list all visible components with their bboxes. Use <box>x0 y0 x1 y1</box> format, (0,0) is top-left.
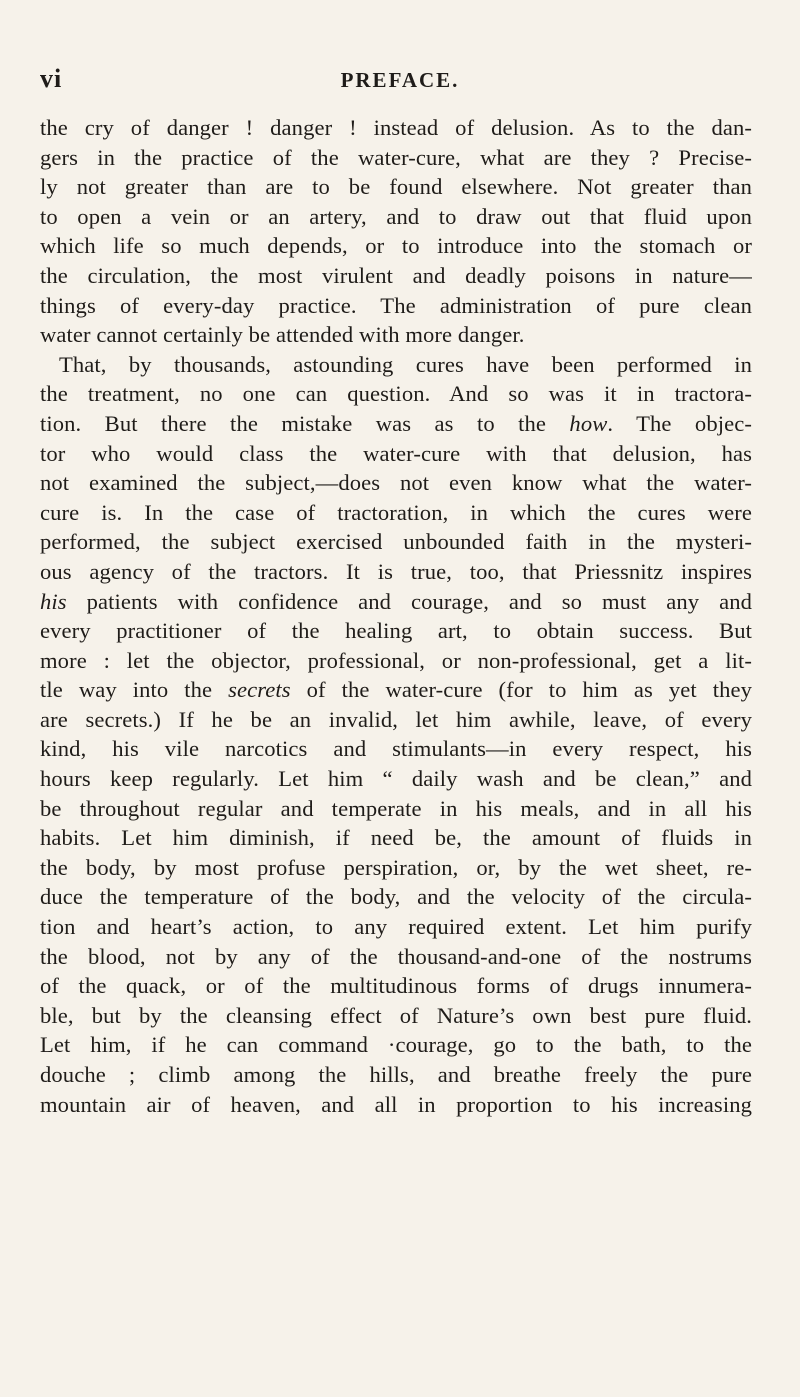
text-line: things of every-day practice. The administration of pure clean <box>40 292 752 318</box>
text-line: are secrets.) If he be an invalid, let him awhile, leave, of every <box>40 706 752 732</box>
text-line: performed, the subject exercised unbounded faith in the mysteri- <box>40 529 752 555</box>
text-line: tor who would class the water-cure with that delusion, has <box>40 440 752 466</box>
text-line: ous agency of the tractors. It is true, too, that Priessnitz inspires <box>40 558 752 584</box>
italic-word: secrets <box>228 677 291 703</box>
text-line: of the quack, or of the multitudinous forms of drugs innumera- <box>40 973 752 999</box>
text-line: which life so much depends, or to introduce into the stomach or <box>40 233 752 259</box>
italic-word: how <box>569 410 608 436</box>
text-line: water cannot certainly be attended with more danger. <box>40 322 525 348</box>
text-line: gers in the practice of the water-cure, what are they ? Precise- <box>40 144 752 170</box>
text-line: the body, by most profuse perspiration, or, by the wet sheet, re- <box>40 854 752 880</box>
page-number: vi <box>40 64 63 93</box>
text-line: hours keep regularly. Let him “ daily wash and be clean,” and <box>40 766 752 792</box>
text-line: the circulation, the most virulent and deadly poisons in nature— <box>40 262 752 288</box>
text-line: douche ; climb among the hills, and breathe freely the pure <box>40 1062 752 1087</box>
text-line: the blood, not by any of the thousand-and-one of the nostrums <box>40 943 752 969</box>
text-line: the treatment, no one can question. And so was it in tractora- <box>40 381 752 407</box>
page-title: PREFACE. <box>340 68 460 92</box>
text-line: more : let the objector, professional, or non-professional, get a lit- <box>40 647 752 673</box>
text-line: duce the temperature of the body, and the velocity of the circula- <box>40 884 752 910</box>
text-line: every practitioner of the healing art, to obtain success. But <box>40 618 752 644</box>
text-line: tion and heart’s action, to any required extent. Let him purify <box>40 914 752 940</box>
text-line: be throughout regular and temperate in his meals, and in all his <box>40 795 752 821</box>
text-line: his patients with confidence and courage, and so must any and <box>40 588 752 614</box>
body-text <box>40 113 752 1119</box>
text-line: cure is. In the case of tractoration, in which the cures were <box>40 499 752 525</box>
text-line: the cry of danger ! danger ! instead of delusion. As to the dan- <box>40 115 752 140</box>
text-line: tion. But there the mistake was as to the how. The objec- <box>40 410 752 436</box>
running-head <box>0 60 800 100</box>
text-line: tle way into the secrets of the water-cure (for to him as yet they <box>40 677 752 703</box>
text-line: to open a vein or an artery, and to draw out that fluid upon <box>40 203 752 229</box>
text-line: Let him, if he can command ·courage, go to the bath, to the <box>40 1032 752 1058</box>
text-line: That, by thousands, astounding cures have been performed in <box>59 351 752 377</box>
text-line: kind, his vile narcotics and stimulants—in every respect, his <box>40 736 752 762</box>
text-line: not examined the subject,—does not even know what the water- <box>40 470 752 496</box>
text-line: habits. Let him diminish, if need be, the amount of fluids in <box>40 825 752 851</box>
text-line: mountain air of heaven, and all in proportion to his increasing <box>40 1091 752 1117</box>
italic-word: his <box>40 588 67 614</box>
text-line: ly not greater than are to be found elsewhere. Not greater than <box>40 174 752 200</box>
text-line: ble, but by the cleansing effect of Nature’s own best pure fluid. <box>40 1002 752 1028</box>
